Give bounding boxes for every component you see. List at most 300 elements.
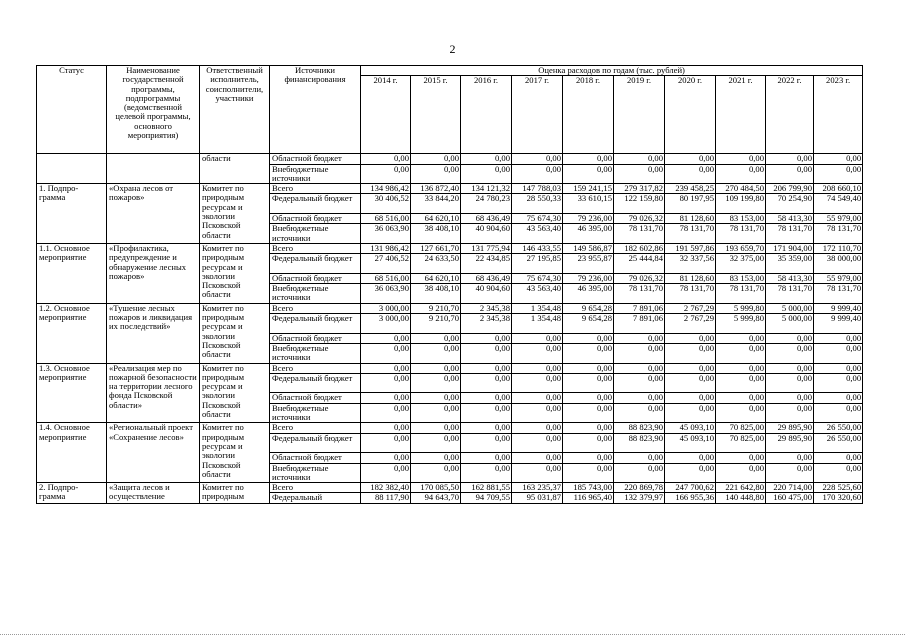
value-cell: 140 448,80: [716, 493, 766, 503]
value-cell: 166 955,36: [665, 493, 716, 503]
value-cell: 0,00: [461, 463, 512, 483]
header-year: 2019 г.: [614, 76, 665, 154]
value-cell: 29 895,90: [766, 433, 814, 453]
header-year: 2018 г.: [563, 76, 614, 154]
header-year: 2015 г.: [411, 76, 461, 154]
value-cell: 81 128,60: [665, 273, 716, 283]
value-cell: 70 825,00: [716, 423, 766, 433]
header-status: Статус: [37, 66, 107, 154]
expenses-table: [36, 65, 863, 504]
value-cell: 78 131,70: [766, 224, 814, 244]
value-cell: 0,00: [665, 164, 716, 184]
responsible-cell: Комитет по природным ресурсам и экологии Псковской области: [200, 303, 270, 363]
value-cell: 172 110,70: [814, 243, 863, 253]
value-cell: 159 241,15: [563, 184, 614, 194]
value-cell: 0,00: [766, 164, 814, 184]
value-cell: 0,00: [563, 333, 614, 343]
value-cell: 162 881,55: [461, 483, 512, 493]
value-cell: 0,00: [766, 453, 814, 463]
value-cell: 0,00: [411, 393, 461, 403]
value-cell: 0,00: [411, 343, 461, 363]
value-cell: 3 000,00: [361, 314, 411, 334]
value-cell: 80 197,95: [665, 194, 716, 214]
value-cell: 132 379,97: [614, 493, 665, 503]
value-cell: 221 642,80: [716, 483, 766, 493]
value-cell: 0,00: [563, 393, 614, 403]
value-cell: 220 869,78: [614, 483, 665, 493]
value-cell: 0,00: [766, 154, 814, 164]
responsible-cell: Комитет по природным: [200, 483, 270, 504]
value-cell: 70 254,90: [766, 194, 814, 214]
value-cell: 163 235,37: [512, 483, 563, 493]
value-cell: 78 131,70: [614, 284, 665, 304]
source-cell: Всего: [270, 243, 361, 253]
value-cell: 0,00: [512, 373, 563, 393]
value-cell: 46 395,00: [563, 224, 614, 244]
value-cell: 170 085,50: [411, 483, 461, 493]
value-cell: 0,00: [361, 154, 411, 164]
value-cell: 23 955,87: [563, 254, 614, 274]
value-cell: 68 516,00: [361, 214, 411, 224]
value-cell: 74 549,40: [814, 194, 863, 214]
value-cell: 0,00: [512, 363, 563, 373]
value-cell: 239 458,25: [665, 184, 716, 194]
table-row: [37, 483, 863, 493]
value-cell: 22 434,85: [461, 254, 512, 274]
value-cell: 270 484,50: [716, 184, 766, 194]
value-cell: 28 550,33: [512, 194, 563, 214]
value-cell: 0,00: [411, 164, 461, 184]
status-cell: 1.3. Основное мероприятие: [37, 363, 107, 423]
table-row: [37, 303, 863, 313]
value-cell: 9 654,28: [563, 314, 614, 334]
header-year: 2023 г.: [814, 76, 863, 154]
value-cell: 78 131,70: [814, 224, 863, 244]
value-cell: 1 354,48: [512, 303, 563, 313]
value-cell: 5 999,80: [716, 314, 766, 334]
value-cell: 0,00: [411, 453, 461, 463]
value-cell: 0,00: [563, 154, 614, 164]
value-cell: 0,00: [716, 463, 766, 483]
value-cell: 88 823,90: [614, 433, 665, 453]
value-cell: 94 643,70: [411, 493, 461, 503]
value-cell: 0,00: [361, 453, 411, 463]
value-cell: 70 825,00: [716, 433, 766, 453]
value-cell: 0,00: [716, 333, 766, 343]
value-cell: 46 395,00: [563, 284, 614, 304]
source-cell: Областной бюджет: [270, 333, 361, 343]
value-cell: 0,00: [665, 154, 716, 164]
value-cell: 0,00: [563, 403, 614, 423]
value-cell: 0,00: [614, 333, 665, 343]
value-cell: 208 660,10: [814, 184, 863, 194]
header-sources: Источники финансирования: [270, 66, 361, 154]
value-cell: 193 659,70: [716, 243, 766, 253]
value-cell: 78 131,70: [665, 224, 716, 244]
table-row: [37, 243, 863, 253]
value-cell: 78 131,70: [766, 284, 814, 304]
value-cell: 2 345,38: [461, 303, 512, 313]
value-cell: 0,00: [512, 333, 563, 343]
page-edge-line: [0, 634, 905, 635]
value-cell: 0,00: [814, 403, 863, 423]
header-year: 2017 г.: [512, 76, 563, 154]
value-cell: 26 550,00: [814, 433, 863, 453]
value-cell: 9 654,28: [563, 303, 614, 313]
value-cell: 206 799,90: [766, 184, 814, 194]
name-cell: «Охрана лесов от пожаров»: [107, 184, 200, 244]
responsible-cell: Комитет по природным ресурсам и экологии Псковской области: [200, 423, 270, 483]
value-cell: 88 117,90: [361, 493, 411, 503]
value-cell: 0,00: [665, 333, 716, 343]
value-cell: 0,00: [814, 393, 863, 403]
name-cell: «Тушение лесных пожаров и ликвидация их последствий»: [107, 303, 200, 363]
value-cell: 0,00: [461, 433, 512, 453]
source-cell: Областной бюджет: [270, 154, 361, 164]
value-cell: 220 714,00: [766, 483, 814, 493]
value-cell: 0,00: [716, 363, 766, 373]
value-cell: 0,00: [512, 343, 563, 363]
value-cell: 38 408,10: [411, 224, 461, 244]
value-cell: 171 904,00: [766, 243, 814, 253]
value-cell: 0,00: [461, 453, 512, 463]
value-cell: 0,00: [563, 463, 614, 483]
value-cell: 9 999,40: [814, 303, 863, 313]
value-cell: 0,00: [563, 433, 614, 453]
value-cell: 94 709,55: [461, 493, 512, 503]
value-cell: 0,00: [716, 343, 766, 363]
value-cell: 0,00: [411, 333, 461, 343]
value-cell: 0,00: [766, 373, 814, 393]
value-cell: 0,00: [361, 343, 411, 363]
value-cell: 0,00: [614, 403, 665, 423]
value-cell: 7 891,06: [614, 303, 665, 313]
value-cell: 95 031,87: [512, 493, 563, 503]
value-cell: 0,00: [512, 154, 563, 164]
value-cell: 9 999,40: [814, 314, 863, 334]
value-cell: 0,00: [411, 433, 461, 453]
value-cell: 81 128,60: [665, 214, 716, 224]
value-cell: 0,00: [361, 373, 411, 393]
value-cell: 0,00: [461, 154, 512, 164]
value-cell: 24 780,23: [461, 194, 512, 214]
value-cell: 116 965,40: [563, 493, 614, 503]
value-cell: 170 320,60: [814, 493, 863, 503]
value-cell: 228 525,60: [814, 483, 863, 493]
value-cell: 64 620,10: [411, 214, 461, 224]
source-cell: Внебюджетные источники: [270, 343, 361, 363]
value-cell: 0,00: [563, 343, 614, 363]
status-cell: 2. Подпро-грамма: [37, 483, 107, 504]
value-cell: 182 382,40: [361, 483, 411, 493]
value-cell: 32 375,00: [716, 254, 766, 274]
responsible-cell: Комитет по природным ресурсам и экологии Псковской области: [200, 243, 270, 303]
table-row: [37, 363, 863, 373]
source-cell: Внебюджетные источники: [270, 224, 361, 244]
value-cell: 134 986,42: [361, 184, 411, 194]
value-cell: 2 345,38: [461, 314, 512, 334]
value-cell: 0,00: [461, 343, 512, 363]
value-cell: 0,00: [563, 164, 614, 184]
source-cell: Федеральный бюджет: [270, 254, 361, 274]
value-cell: 5 999,80: [716, 303, 766, 313]
value-cell: 0,00: [361, 393, 411, 403]
value-cell: 68 516,00: [361, 273, 411, 283]
value-cell: 25 444,84: [614, 254, 665, 274]
value-cell: 0,00: [361, 164, 411, 184]
header-year: 2020 г.: [665, 76, 716, 154]
value-cell: 0,00: [814, 373, 863, 393]
value-cell: 27 195,85: [512, 254, 563, 274]
value-cell: 26 550,00: [814, 423, 863, 433]
value-cell: 79 236,00: [563, 273, 614, 283]
value-cell: 0,00: [461, 164, 512, 184]
value-cell: 43 563,40: [512, 284, 563, 304]
value-cell: 0,00: [716, 373, 766, 393]
value-cell: 127 661,70: [411, 243, 461, 253]
source-cell: Внебюджетные источники: [270, 284, 361, 304]
value-cell: 0,00: [411, 403, 461, 423]
value-cell: 122 159,80: [614, 194, 665, 214]
value-cell: 0,00: [614, 373, 665, 393]
name-cell: «Реализация мер по пожарной безопасности на территории лесного фонда Псковской области»: [107, 363, 200, 423]
table-row: [37, 423, 863, 433]
value-cell: 0,00: [361, 423, 411, 433]
source-cell: Областной бюджет: [270, 393, 361, 403]
status-cell: [37, 154, 107, 184]
value-cell: 0,00: [563, 423, 614, 433]
value-cell: 79 236,00: [563, 214, 614, 224]
table-body: [37, 154, 863, 503]
value-cell: 0,00: [665, 453, 716, 463]
value-cell: 0,00: [766, 333, 814, 343]
value-cell: 45 093,10: [665, 423, 716, 433]
header-name: Наименование государственной программы, подпрограммы (ведомственной целевой программы, основного мероприятия): [107, 66, 200, 154]
value-cell: 38 000,00: [814, 254, 863, 274]
value-cell: 0,00: [665, 393, 716, 403]
value-cell: 36 063,90: [361, 224, 411, 244]
value-cell: 78 131,70: [814, 284, 863, 304]
value-cell: 58 413,30: [766, 214, 814, 224]
value-cell: 131 986,42: [361, 243, 411, 253]
value-cell: 0,00: [512, 423, 563, 433]
value-cell: 0,00: [665, 463, 716, 483]
value-cell: 0,00: [614, 343, 665, 363]
value-cell: 0,00: [716, 453, 766, 463]
value-cell: 83 153,00: [716, 273, 766, 283]
value-cell: 0,00: [361, 363, 411, 373]
header-responsible: Ответственный исполнитель, соисполнители, участники: [200, 66, 270, 154]
value-cell: 136 872,40: [411, 184, 461, 194]
value-cell: 0,00: [614, 363, 665, 373]
value-cell: 160 475,00: [766, 493, 814, 503]
source-cell: Областной бюджет: [270, 273, 361, 283]
responsible-cell: Комитет по природным ресурсам и экологии Псковской области: [200, 184, 270, 244]
value-cell: 0,00: [814, 154, 863, 164]
value-cell: 29 895,90: [766, 423, 814, 433]
source-cell: Федеральный: [270, 493, 361, 503]
source-cell: Федеральный бюджет: [270, 194, 361, 214]
value-cell: 40 904,60: [461, 224, 512, 244]
value-cell: 68 436,49: [461, 214, 512, 224]
value-cell: 0,00: [512, 164, 563, 184]
table-row: [37, 184, 863, 194]
value-cell: 55 979,00: [814, 214, 863, 224]
value-cell: 45 093,10: [665, 433, 716, 453]
value-cell: 0,00: [614, 463, 665, 483]
value-cell: 3 000,00: [361, 303, 411, 313]
value-cell: 79 026,32: [614, 214, 665, 224]
value-cell: 79 026,32: [614, 273, 665, 283]
value-cell: 134 121,32: [461, 184, 512, 194]
value-cell: 247 700,62: [665, 483, 716, 493]
value-cell: 2 767,29: [665, 314, 716, 334]
value-cell: 9 210,70: [411, 314, 461, 334]
value-cell: 5 000,00: [766, 303, 814, 313]
value-cell: 0,00: [766, 363, 814, 373]
value-cell: 0,00: [814, 453, 863, 463]
value-cell: 30 406,52: [361, 194, 411, 214]
value-cell: 0,00: [361, 333, 411, 343]
value-cell: 0,00: [461, 373, 512, 393]
value-cell: 191 597,86: [665, 243, 716, 253]
value-cell: 0,00: [461, 393, 512, 403]
value-cell: 0,00: [614, 393, 665, 403]
value-cell: 58 413,30: [766, 273, 814, 283]
source-cell: Федеральный бюджет: [270, 373, 361, 393]
responsible-cell: Комитет по природным ресурсам и экологии Псковской области: [200, 363, 270, 423]
value-cell: 0,00: [814, 333, 863, 343]
status-cell: 1.1. Основное мероприятие: [37, 243, 107, 303]
value-cell: 0,00: [411, 463, 461, 483]
value-cell: 0,00: [614, 453, 665, 463]
value-cell: 149 586,87: [563, 243, 614, 253]
name-cell: «Региональный проект «Сохранение лесов»: [107, 423, 200, 483]
value-cell: 0,00: [512, 403, 563, 423]
value-cell: 0,00: [766, 403, 814, 423]
value-cell: 131 775,94: [461, 243, 512, 253]
value-cell: 36 063,90: [361, 284, 411, 304]
table-row: [37, 154, 863, 164]
value-cell: 0,00: [766, 393, 814, 403]
value-cell: 0,00: [512, 393, 563, 403]
value-cell: 75 674,30: [512, 273, 563, 283]
value-cell: 0,00: [766, 463, 814, 483]
value-cell: 0,00: [614, 164, 665, 184]
page-number: 2: [449, 42, 456, 56]
source-cell: Всего: [270, 184, 361, 194]
source-cell: Всего: [270, 423, 361, 433]
value-cell: 0,00: [512, 453, 563, 463]
value-cell: 78 131,70: [665, 284, 716, 304]
source-cell: Областной бюджет: [270, 214, 361, 224]
value-cell: 78 131,70: [716, 284, 766, 304]
value-cell: 0,00: [512, 463, 563, 483]
source-cell: Внебюджетные источники: [270, 164, 361, 184]
source-cell: Областной бюджет: [270, 453, 361, 463]
value-cell: 0,00: [411, 154, 461, 164]
value-cell: 0,00: [411, 363, 461, 373]
value-cell: 0,00: [512, 433, 563, 453]
value-cell: 182 602,86: [614, 243, 665, 253]
source-cell: Всего: [270, 483, 361, 493]
value-cell: 0,00: [361, 433, 411, 453]
value-cell: 0,00: [563, 373, 614, 393]
value-cell: 0,00: [665, 343, 716, 363]
header-year: 2014 г.: [361, 76, 411, 154]
value-cell: 0,00: [716, 393, 766, 403]
value-cell: 0,00: [361, 403, 411, 423]
value-cell: 0,00: [461, 423, 512, 433]
header-estimate: Оценка расходов по годам (тыс. рублей): [361, 66, 863, 76]
name-cell: [107, 154, 200, 184]
value-cell: 40 904,60: [461, 284, 512, 304]
header-year: 2022 г.: [766, 76, 814, 154]
name-cell: «Защита лесов и осуществление: [107, 483, 200, 504]
value-cell: 38 408,10: [411, 284, 461, 304]
header-year: 2016 г.: [461, 76, 512, 154]
value-cell: 0,00: [716, 154, 766, 164]
value-cell: 0,00: [563, 453, 614, 463]
value-cell: 24 633,50: [411, 254, 461, 274]
source-cell: Федеральный бюджет: [270, 433, 361, 453]
value-cell: 33 610,15: [563, 194, 614, 214]
value-cell: 43 563,40: [512, 224, 563, 244]
value-cell: 0,00: [563, 363, 614, 373]
status-cell: 1.4. Основное мероприятие: [37, 423, 107, 483]
value-cell: 0,00: [411, 423, 461, 433]
value-cell: 0,00: [766, 343, 814, 363]
value-cell: 0,00: [716, 403, 766, 423]
source-cell: Федеральный бюджет: [270, 314, 361, 334]
value-cell: 0,00: [361, 463, 411, 483]
value-cell: 2 767,29: [665, 303, 716, 313]
value-cell: 1 354,48: [512, 314, 563, 334]
value-cell: 0,00: [716, 164, 766, 184]
value-cell: 7 891,06: [614, 314, 665, 334]
value-cell: 0,00: [665, 403, 716, 423]
value-cell: 0,00: [665, 373, 716, 393]
value-cell: 279 317,82: [614, 184, 665, 194]
value-cell: 83 153,00: [716, 214, 766, 224]
status-cell: 1. Подпро-грамма: [37, 184, 107, 244]
value-cell: 0,00: [461, 333, 512, 343]
value-cell: 75 674,30: [512, 214, 563, 224]
value-cell: 147 788,03: [512, 184, 563, 194]
source-cell: Всего: [270, 303, 361, 313]
value-cell: 5 000,00: [766, 314, 814, 334]
value-cell: 27 406,52: [361, 254, 411, 274]
value-cell: 0,00: [814, 463, 863, 483]
value-cell: 185 743,00: [563, 483, 614, 493]
value-cell: 0,00: [814, 164, 863, 184]
value-cell: 0,00: [665, 363, 716, 373]
value-cell: 88 823,90: [614, 423, 665, 433]
value-cell: 55 979,00: [814, 273, 863, 283]
value-cell: 32 337,56: [665, 254, 716, 274]
value-cell: 35 359,00: [766, 254, 814, 274]
source-cell: Внебюджетные источники: [270, 403, 361, 423]
value-cell: 109 199,80: [716, 194, 766, 214]
value-cell: 78 131,70: [716, 224, 766, 244]
responsible-cell: области: [200, 154, 270, 184]
status-cell: 1.2. Основное мероприятие: [37, 303, 107, 363]
value-cell: 0,00: [614, 154, 665, 164]
value-cell: 0,00: [461, 363, 512, 373]
value-cell: 9 210,70: [411, 303, 461, 313]
source-cell: Всего: [270, 363, 361, 373]
value-cell: 0,00: [814, 363, 863, 373]
